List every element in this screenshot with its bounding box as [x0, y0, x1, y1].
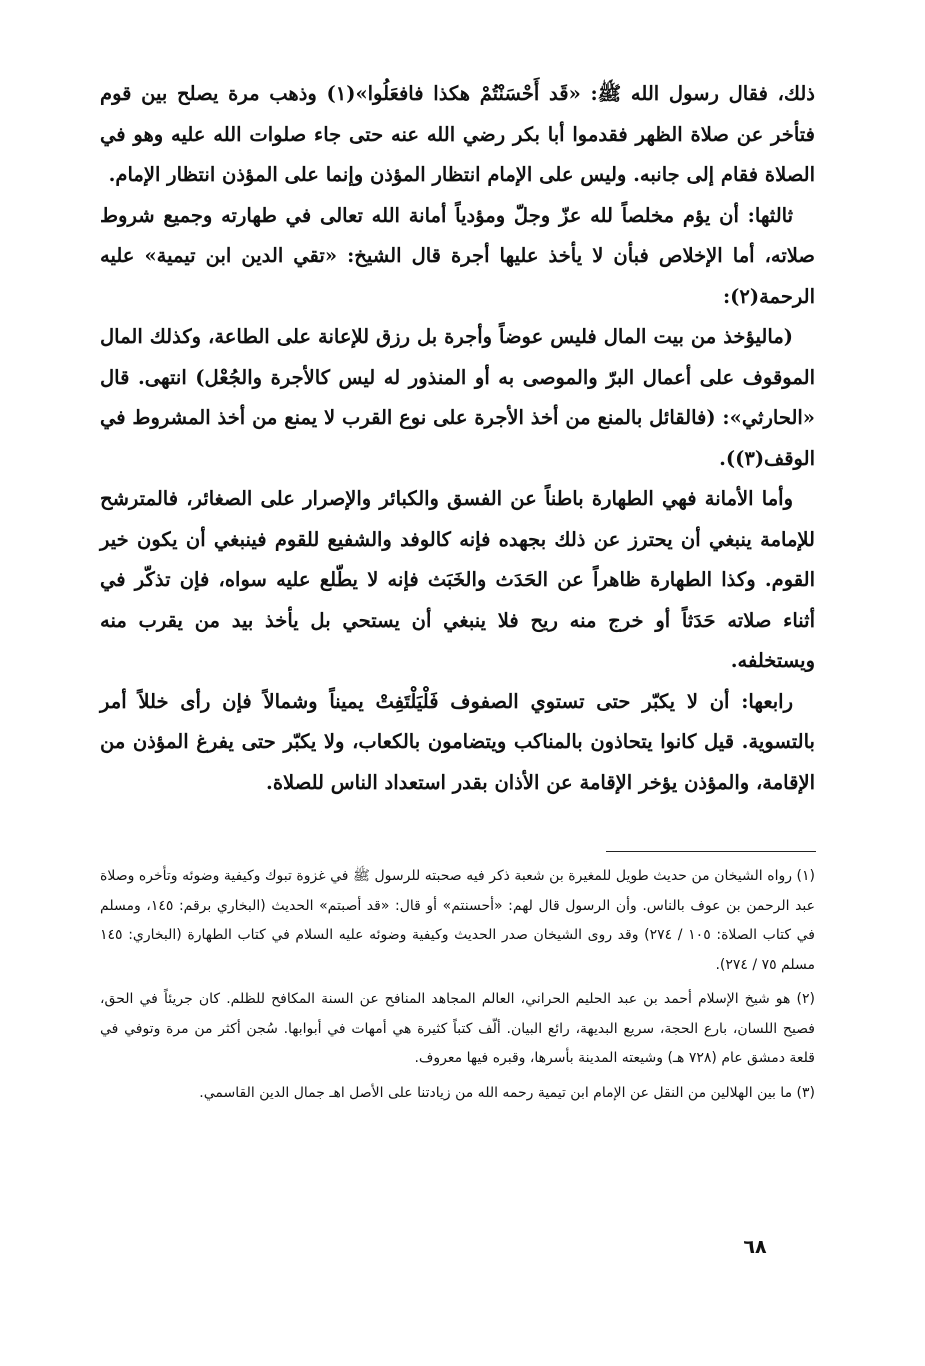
footnote-3: (٣) ما بين الهلالين من النقل عن الإمام ابن تيمية رحمه الله من زيادتنا على الأصل اهـ جمال الدين القاسمي. — [199, 1084, 815, 1101]
paragraph-2: ثالثها: أن يؤم مخلصاً لله عزّ وجلّ ومؤدياً أمانة الله تعالى في طهارته وجميع شروط صلاته، أما الإخلاص فبأن لا يأخذ عليها أجرة قال الشيخ: «تقي الدين ابن تيمية» عليه الرحمة(٢): — [100, 203, 815, 308]
footnote-1: (١) رواه الشيخان من حديث طويل للمغيرة بن شعبة ذكر فيه صحبته للرسول ﷺ في غزوة تبوك وكيفية وضوئه وتأخره وصلاة عبد الرحمن بن عوف بالناس. وأن الرسول قال لهم: «أحسنتم» أو قال: «قد أصبتم» الحديث (البخاري برقم: ١٤٥، ومسلم في كتاب الصلاة: ١٠٥ / ٢٧٤) وقد روى الشيخان صدر الحديث وكيفية وضوئه عليه السلام في كتاب الطهارة (البخاري: ١٤٥ مسلم ٧٥ / ٢٧٤). — [100, 868, 816, 973]
paragraph-1: ذلك، فقال رسول الله ﷺ: «قَد أَحْسَنْتُمْ هكذا فافعَلُوا»(١) وذهب مرة يصلح بين قوم فتأخر عن صلاة الظهر فقدموا أبا بكر رضي الله عنه حتى جاء صلوات الله عليه وهو في الصلاة فقام إلى جانبه. وليس على الإمام انتظار المؤذن وإنما على المؤذن انتظار الإمام. — [100, 82, 815, 186]
footnotes — [100, 862, 815, 1113]
paragraph-3: (ماليؤخذ من بيت المال فليس عوضاً وأجرة بل رزق للإعانة على الطاعة، وكذلك المال الموقوف على أعمال البرّ والموصى به أو المنذور له ليس كالأجرة والجُعْل) انتهى. قال «الحارثي»: (فالقائل بالمنع من أخذ الأجرة على نوع القرب لا يمنع من أخذ المشروط في الوقف(٣)). — [100, 325, 815, 470]
paragraph-4: وأما الأمانة فهي الطهارة باطناً عن الفسق والكبائر والإصرار على الصغائر، فالمترشح للإمامة ينبغي أن يحترز عن ذلك بجهده فإنه كالوفد والشفيع للقوم فينبغي أن يكون خير القوم. وكذا الطهارة ظاهراً عن الحَدَث والخَبَث فإنه لا يطّلع عليه سواه، فإن تذكّر في أثناء صلاته حَدَثاً أو خرج منه ريح فلا ينبغي أن يستحي بل يأخذ بيد من يقرب منه ويستخلفه. — [100, 487, 815, 672]
main-text — [100, 74, 815, 803]
footnote-2: (٢) هو شيخ الإسلام أحمد بن عبد الحليم الحراني، العالم المجاهد المنافح عن السنة المكافح للظلم. كان جريئاً في الحق، فصيح اللسان، بارع الحجة، سريع البديهة، رائع البيان. ألّف كتباً كثيرة هي أمهات في أبوابها. سُجن أكثر من مرة وتوفي في قلعة دمشق عام (٧٢٨ هـ) وشيعته المدينة بأسرها، وقبره فيها معروف. — [100, 991, 815, 1066]
footnote-separator — [606, 851, 816, 852]
paragraph-5: رابعها: أن لا يكبّر حتى تستوي الصفوف فَلْيَلْتَفِتْ يميناً وشمالاً فإن رأى خللاً أمر بالتسوية. قيل كانوا يتحاذون بالمناكب ويتضامون بالكعاب، ولا يكبّر حتى يفرغ المؤذن من الإقامة، والمؤذن يؤخر الإقامة عن الأذان بقدر استعداد الناس للصلاة. — [100, 689, 815, 794]
page-number: ٦٨ — [743, 1236, 767, 1258]
